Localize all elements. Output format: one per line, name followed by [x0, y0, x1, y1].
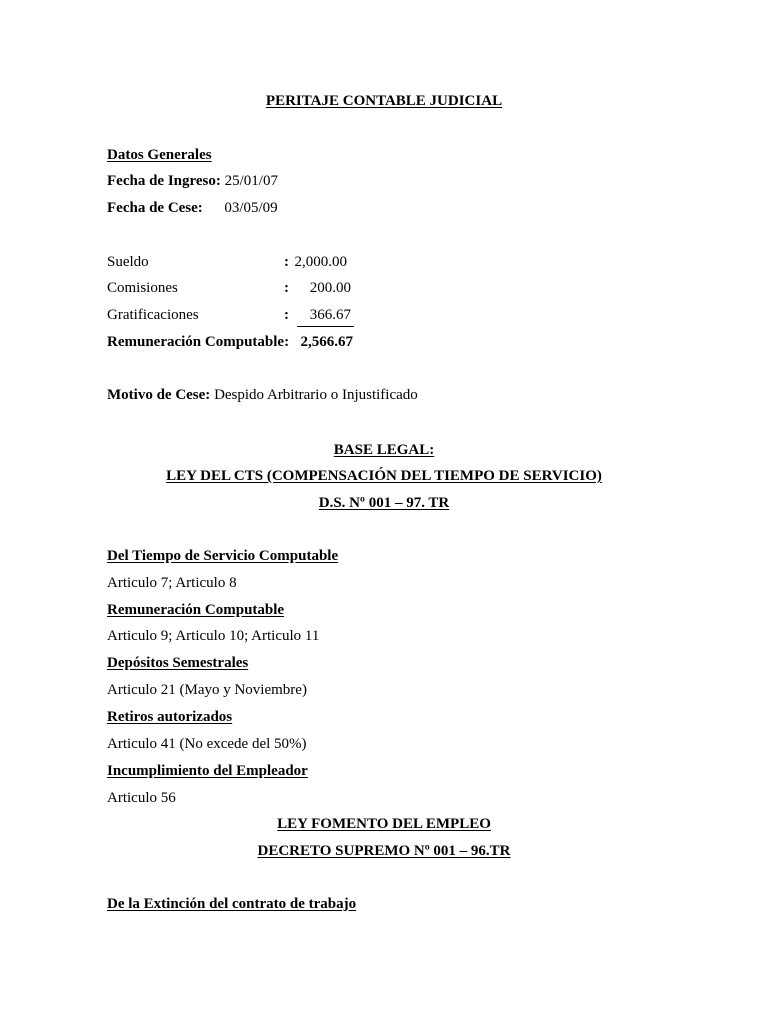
comisiones-colon: : — [284, 280, 289, 296]
motivo-value: Despido Arbitrario o Injustificado — [214, 387, 418, 403]
section-heading: Depósitos Semestrales — [107, 655, 249, 671]
motivo-line — [107, 386, 418, 404]
decreto-supremo-heading: DECRETO SUPREMO Nº 001 – 96.TR — [257, 843, 511, 859]
datos-generales-heading: Datos Generales — [107, 147, 212, 163]
comisiones-label: Comisiones — [107, 280, 178, 296]
section-heading: Retiros autorizados — [107, 709, 233, 725]
fecha-cese-value: 03/05/09 — [224, 200, 278, 216]
fecha-ingreso-label: Fecha de Ingreso: — [107, 173, 221, 189]
fecha-ingreso-value: 25/01/07 — [224, 173, 278, 189]
extincion-heading: De la Extinción del contrato de trabajo — [107, 896, 357, 912]
document-title: PERITAJE CONTABLE JUDICIAL — [265, 93, 503, 109]
sueldo-label: Sueldo — [107, 254, 149, 270]
remuneracion-total-value: 2,566.67 — [300, 334, 353, 350]
sueldo-value: 2,000.00 — [294, 254, 347, 270]
ley-fomento-heading: LEY FOMENTO DEL EMPLEO — [277, 816, 491, 832]
section-heading: Incumplimiento del Empleador — [107, 763, 308, 779]
sueldo-colon: : — [284, 254, 289, 270]
section-text: Articulo 56 — [107, 790, 176, 806]
section-text: Articulo 7; Articulo 8 — [107, 575, 237, 591]
remuneracion-total-label: Remuneración Computable: — [107, 334, 290, 350]
ds-heading: D.S. Nº 001 – 97. TR — [318, 495, 450, 511]
ley-cts-heading: LEY DEL CTS (COMPENSACIÓN DEL TIEMPO DE SERVICIO) — [166, 468, 602, 484]
sum-rule — [297, 326, 354, 327]
motivo-label: Motivo de Cese: — [107, 387, 211, 403]
fecha-cese-label: Fecha de Cese: — [107, 200, 203, 216]
fecha-ingreso-line — [107, 172, 278, 190]
fecha-cese-line — [107, 199, 278, 217]
base-legal-heading: BASE LEGAL: — [333, 442, 435, 458]
gratificaciones-colon: : — [284, 307, 289, 323]
section-text: Articulo 21 (Mayo y Noviembre) — [107, 682, 307, 698]
section-heading: Del Tiempo de Servicio Computable — [107, 548, 339, 564]
section-text: Articulo 9; Articulo 10; Articulo 11 — [107, 628, 320, 644]
comisiones-value: 200.00 — [309, 280, 351, 296]
section-text: Articulo 41 (No excede del 50%) — [107, 736, 307, 752]
gratificaciones-label: Gratificaciones — [107, 307, 199, 323]
section-heading: Remuneración Computable — [107, 602, 285, 618]
gratificaciones-value: 366.67 — [309, 307, 351, 323]
